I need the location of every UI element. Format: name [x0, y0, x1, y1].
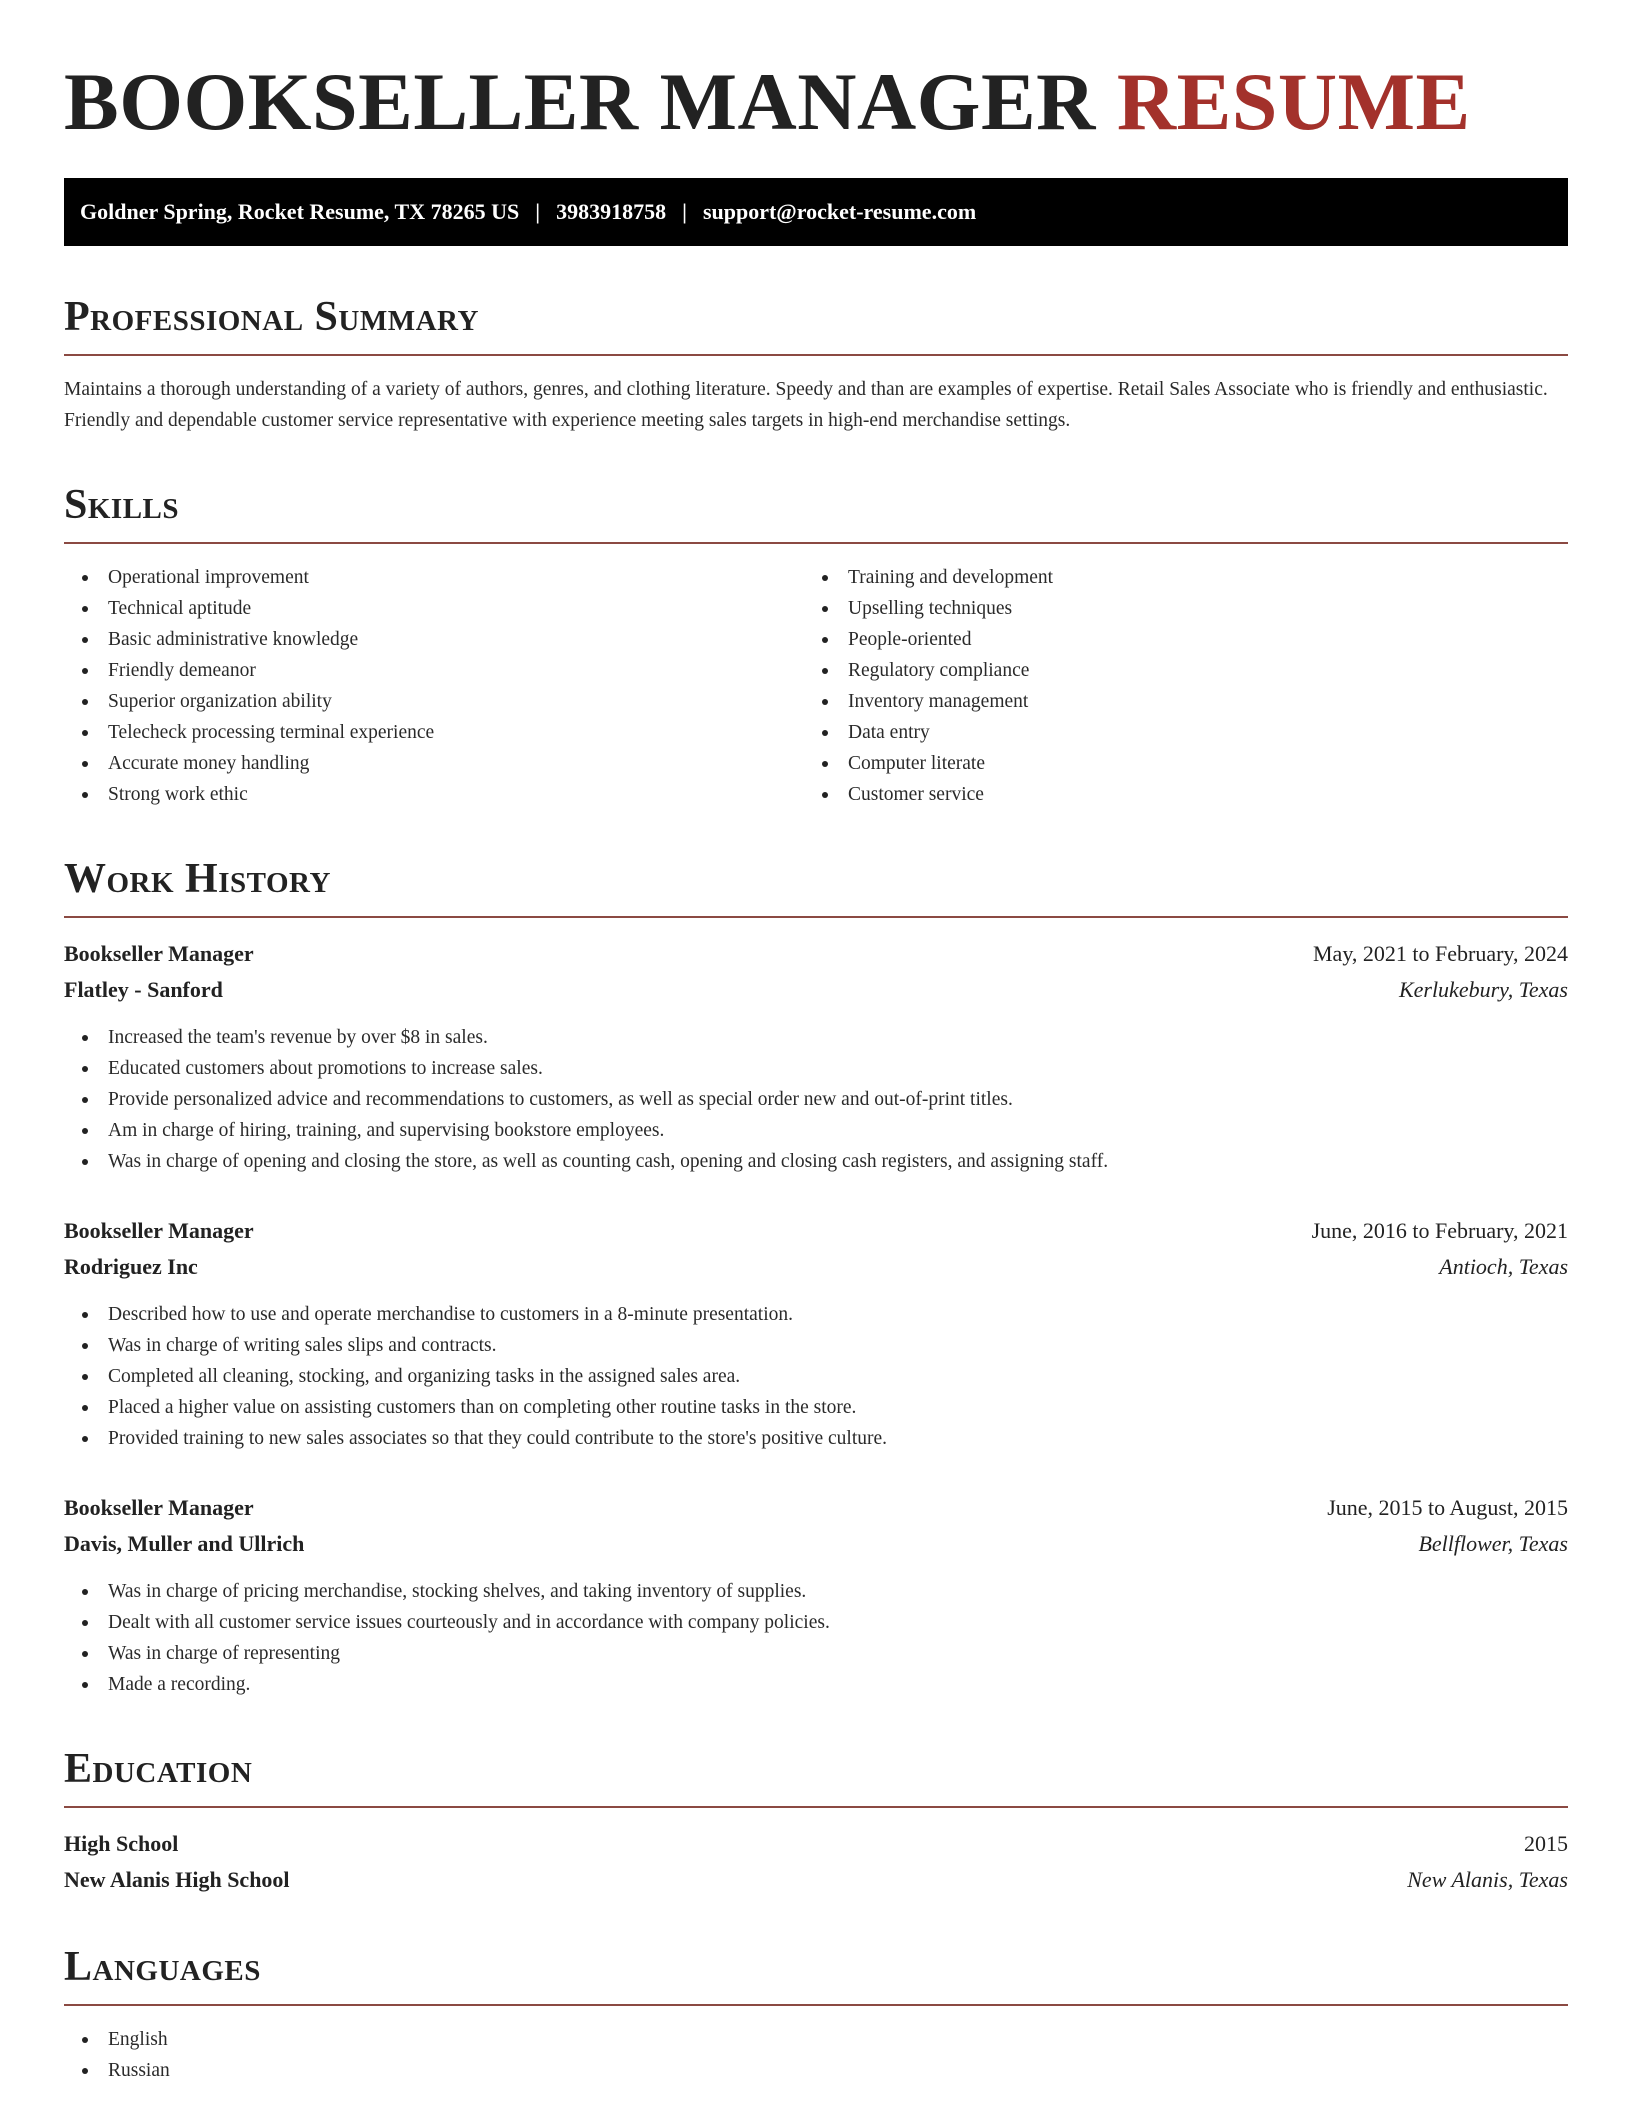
education-year: 2015 — [1524, 1831, 1568, 1856]
education-degree: High School — [64, 1831, 179, 1856]
job-duty: Described how to use and operate merchandise to customers in a 8-minute presentation. — [64, 1299, 1568, 1330]
skill-item: Operational improvement — [64, 562, 804, 593]
skills-column-right — [804, 562, 1544, 810]
skill-item: Upselling techniques — [804, 593, 1544, 624]
contact-separator: | — [682, 199, 687, 224]
job-dates: June, 2016 to February, 2021 — [1311, 1218, 1568, 1243]
skill-item: People-oriented — [804, 624, 1544, 655]
languages-heading: Languages — [64, 1944, 261, 1990]
title-main: BOOKSELLER MANAGER — [64, 56, 1096, 147]
skill-item: Data entry — [804, 717, 1544, 748]
contact-address: Goldner Spring, Rocket Resume, TX 78265 US — [80, 199, 520, 224]
job-duty: Was in charge of opening and closing the store, as well as counting cash, opening and closing cash registers, and assigning staff. — [64, 1146, 1568, 1177]
contact-bar — [64, 178, 1568, 246]
job-company-row — [64, 1249, 1568, 1285]
work-history-heading: Work History — [64, 856, 331, 902]
job-duty: Educated customers about promotions to increase sales. — [64, 1053, 1568, 1084]
contact-phone[interactable]: 3983918758 — [556, 199, 667, 224]
contact-email[interactable]: support@rocket-resume.com — [702, 199, 977, 224]
job-company-row — [64, 972, 1568, 1008]
languages-list — [64, 2024, 1568, 2086]
skills-heading: Skills — [64, 482, 180, 528]
job-title: Bookseller Manager — [64, 941, 254, 966]
job-entry — [64, 936, 1568, 1177]
skills-list-left — [64, 562, 804, 810]
job-title: Bookseller Manager — [64, 1495, 254, 1520]
resume-title — [64, 56, 1568, 148]
job-title: Bookseller Manager — [64, 1218, 254, 1243]
job-entry — [64, 1213, 1568, 1454]
education-heading: Education — [64, 1746, 253, 1792]
education-school: New Alanis High School — [64, 1867, 290, 1892]
skills-section — [64, 482, 1568, 810]
job-location: Kerlukebury, Texas — [1398, 977, 1568, 1002]
job-duties-list — [64, 1022, 1568, 1177]
job-header-row — [64, 1490, 1568, 1526]
job-location: Bellflower, Texas — [1418, 1531, 1568, 1556]
job-duty: Was in charge of writing sales slips and contracts. — [64, 1330, 1568, 1361]
section-divider — [64, 2004, 1568, 2006]
skills-grid — [64, 562, 1568, 810]
education-location: New Alanis, Texas — [1407, 1867, 1568, 1892]
job-duty: Provide personalized advice and recommendations to customers, as well as special order new and out-of-print titles. — [64, 1084, 1568, 1115]
skill-item: Customer service — [804, 779, 1544, 810]
skill-item: Inventory management — [804, 686, 1544, 717]
skill-item: Technical aptitude — [64, 593, 804, 624]
job-company: Flatley - Sanford — [64, 977, 223, 1002]
skill-item: Telecheck processing terminal experience — [64, 717, 804, 748]
skill-item: Basic administrative knowledge — [64, 624, 804, 655]
skill-item: Superior organization ability — [64, 686, 804, 717]
education-degree-row — [64, 1826, 1568, 1862]
summary-section — [64, 294, 1568, 436]
job-header-row — [64, 1213, 1568, 1249]
summary-heading: Professional Summary — [64, 294, 479, 340]
title-accent: RESUME — [1116, 56, 1471, 147]
skill-item: Training and development — [804, 562, 1544, 593]
job-duty: Completed all cleaning, stocking, and organizing tasks in the assigned sales area. — [64, 1361, 1568, 1392]
skill-item: Regulatory compliance — [804, 655, 1544, 686]
contact-separator: | — [535, 199, 541, 224]
job-location: Antioch, Texas — [1439, 1254, 1568, 1279]
skill-item: Friendly demeanor — [64, 655, 804, 686]
job-duty: Placed a higher value on assisting customers than on completing other routine tasks in the store. — [64, 1392, 1568, 1423]
job-duties-list — [64, 1576, 1568, 1700]
language-item: Russian — [64, 2055, 1568, 2086]
job-company: Rodriguez Inc — [64, 1254, 198, 1279]
job-entry — [64, 1490, 1568, 1700]
summary-text: Maintains a thorough understanding of a variety of authors, genres, and clothing literature. Speedy and than are examples of expertise. Retail Sales Associate who is friendly and enthusiastic. Friendly and dependable customer service representative with experience meeting sales targets in high-end merchandise settings. — [64, 379, 1548, 431]
skill-item: Strong work ethic — [64, 779, 804, 810]
education-section — [64, 1746, 1568, 1898]
job-company-row — [64, 1526, 1568, 1562]
skill-item: Computer literate — [804, 748, 1544, 779]
job-dates: May, 2021 to February, 2024 — [1313, 941, 1568, 966]
job-duty: Made a recording. — [64, 1669, 1568, 1700]
job-duty: Provided training to new sales associates so that they could contribute to the store's positive culture. — [64, 1423, 1568, 1454]
job-company: Davis, Muller and Ullrich — [64, 1531, 305, 1556]
job-dates: June, 2015 to August, 2015 — [1327, 1495, 1568, 1520]
work-history-section — [64, 856, 1568, 1700]
section-divider — [64, 916, 1568, 918]
section-divider — [64, 542, 1568, 544]
job-duty: Dealt with all customer service issues courteously and in accordance with company policies. — [64, 1607, 1568, 1638]
job-duty: Am in charge of hiring, training, and supervising bookstore employees. — [64, 1115, 1568, 1146]
education-school-row — [64, 1862, 1568, 1898]
skill-item: Accurate money handling — [64, 748, 804, 779]
job-duty: Increased the team's revenue by over $8 in sales. — [64, 1022, 1568, 1053]
job-header-row — [64, 936, 1568, 972]
language-item: English — [64, 2024, 1568, 2055]
languages-section — [64, 1944, 1568, 2086]
education-entry — [64, 1826, 1568, 1898]
section-divider — [64, 1806, 1568, 1808]
job-duties-list — [64, 1299, 1568, 1454]
job-duty: Was in charge of pricing merchandise, stocking shelves, and taking inventory of supplies. — [64, 1576, 1568, 1607]
job-duty: Was in charge of representing — [64, 1638, 1568, 1669]
section-divider — [64, 354, 1568, 356]
skills-column-left — [64, 562, 804, 810]
skills-list-right — [804, 562, 1544, 810]
